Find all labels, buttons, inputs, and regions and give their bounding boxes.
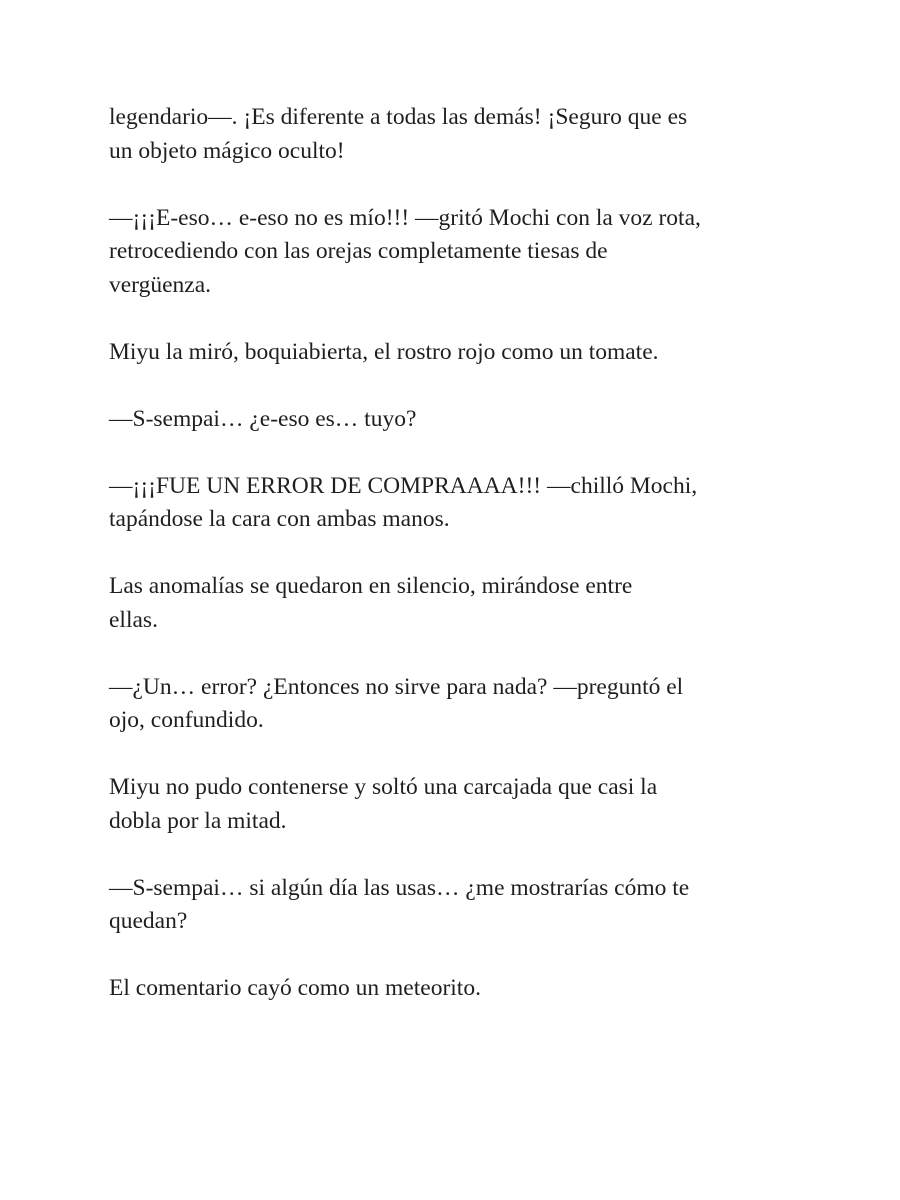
- text-line: El comentario cayó como un meteorito.: [109, 975, 481, 1001]
- paragraph: [109, 403, 860, 437]
- paragraph: [109, 101, 860, 168]
- text-line: un objeto mágico oculto!: [109, 137, 345, 164]
- text-line: —¿Un… error? ¿Entonces no sirve para nada? —preguntó el: [109, 673, 684, 700]
- text-line: dobla por la mitad.: [109, 807, 287, 834]
- text-line: —¡¡¡E-eso… e-eso no es mío!!! —gritó Mochi con la voz rota,: [109, 204, 701, 231]
- paragraph: [109, 336, 860, 370]
- paragraph: [109, 872, 860, 939]
- text-line: Miyu la miró, boquiabierta, el rostro rojo como un tomate.: [109, 338, 659, 365]
- text-line: vergüenza.: [109, 271, 211, 298]
- paragraph: [109, 202, 860, 303]
- text-line: tapándose la cara con ambas manos.: [109, 506, 450, 532]
- text-line: —¡¡¡FUE UN ERROR DE COMPRAAAA!!! —chilló Mochi,: [109, 472, 698, 499]
- document-page: [109, 101, 860, 1039]
- paragraph: [109, 671, 860, 738]
- text-line: ellas.: [109, 606, 158, 633]
- paragraph: [109, 470, 860, 537]
- text-line: —S-sempai… ¿e-eso es… tuyo?: [109, 405, 417, 432]
- text-line: quedan?: [109, 908, 188, 934]
- text-line: retrocediendo con las orejas completamente tiesas de: [109, 238, 608, 264]
- paragraph: [109, 972, 860, 1006]
- text-line: Las anomalías se quedaron en silencio, mirándose entre: [109, 573, 633, 599]
- text-line: Miyu no pudo contenerse y soltó una carcajada que casi la: [109, 774, 658, 800]
- text-line: —S-sempai… si algún día las usas… ¿me mostrarías cómo te: [109, 874, 690, 901]
- text-line: legendario—. ¡Es diferente a todas las demás! ¡Seguro que es: [109, 104, 688, 130]
- paragraph: [109, 771, 860, 838]
- text-line: ojo, confundido.: [109, 707, 264, 733]
- paragraph: [109, 570, 860, 637]
